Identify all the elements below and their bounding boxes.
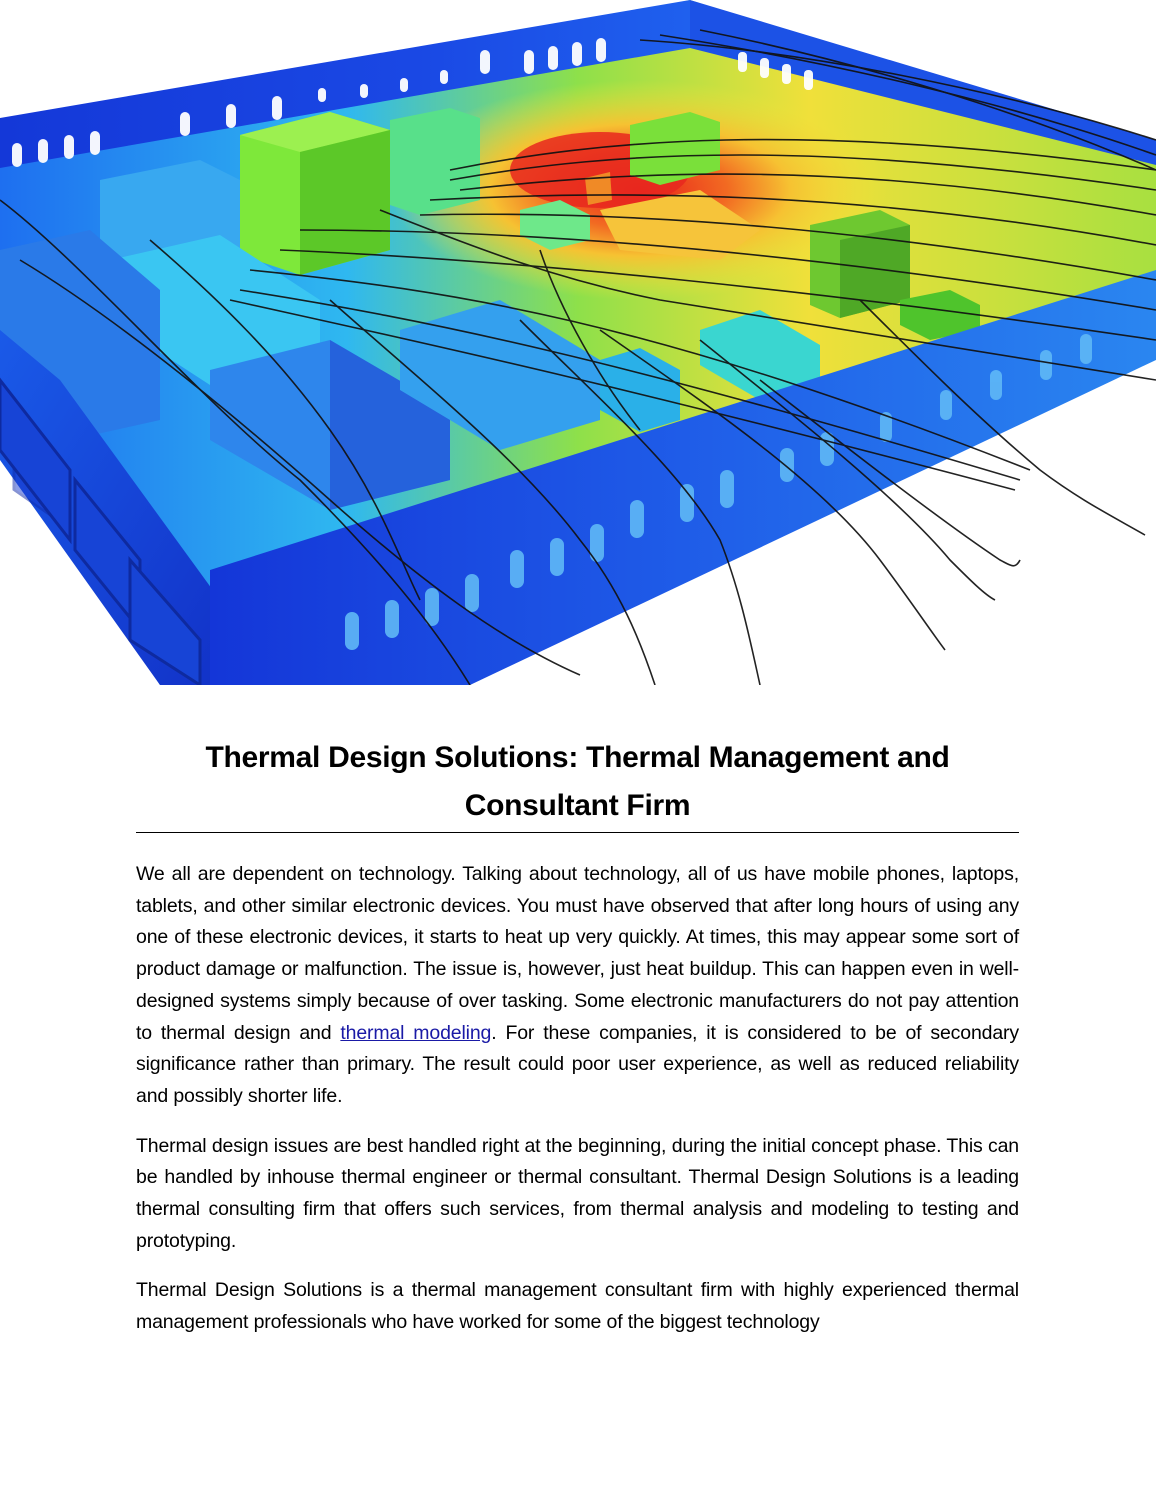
paragraph-2: Thermal design issues are best handled right at the beginning, during the initial concept phase. This can be handled by inhouse thermal engineer or thermal consultant. Thermal Design Solutions is a leading thermal consulting firm that offers such services, from thermal analysis and modeling to testing and prototyping. bbox=[136, 1134, 1019, 1252]
thermal-simulation-render bbox=[0, 0, 1156, 685]
paragraph-3: Thermal Design Solutions is a thermal management consultant firm with highly experienced thermal management professionals who have worked for some of the biggest technology bbox=[136, 1279, 1019, 1334]
paragraph-1 bbox=[136, 859, 1019, 1113]
article-title: Thermal Design Solutions: Thermal Management and Consultant Firm bbox=[205, 741, 950, 822]
article bbox=[136, 734, 1019, 1357]
paragraph-1-text-before-link: We all are dependent on technology. Talking about technology, all of us have mobile phones, laptops, tablets, and other similar electronic devices. You must have observed that after long hours of using any one of these electronic devices, it starts to heat up very quickly. At times, this may appear some sort of product damage or malfunction. The issue is, however, just heat buildup. This can happen even in well-designed systems simply because of over tasking. Some electronic manufacturers do not pay attention to thermal design and bbox=[136, 863, 1019, 1044]
hero-image bbox=[0, 0, 1156, 685]
paragraph-1-text-after-link: . For these companies, it is considered to be of secondary significance rather than primary. The result could poor user experience, as well as reduced reliability and possibly shorter life. bbox=[136, 1021, 1019, 1107]
title-divider bbox=[136, 832, 1019, 833]
thermal-modeling-link[interactable]: thermal modeling bbox=[340, 1021, 492, 1044]
